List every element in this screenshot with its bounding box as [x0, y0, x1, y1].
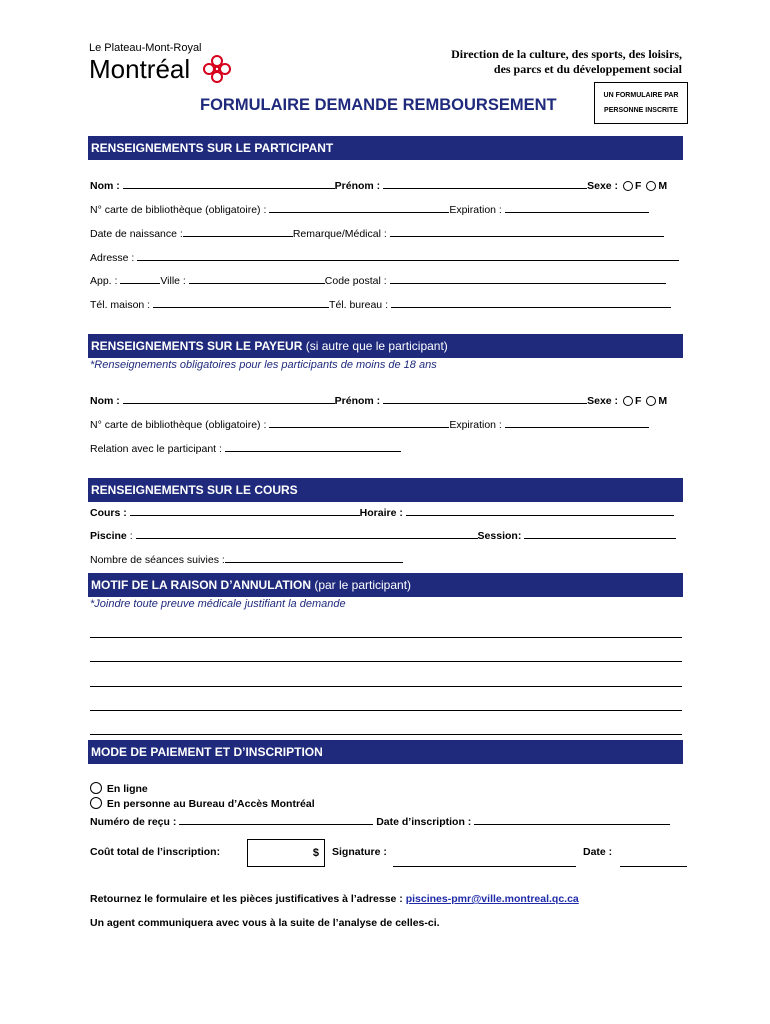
recu-row — [90, 813, 670, 829]
payeur-note: *Renseignements obligatoires pour les participants de moins de 18 ans — [90, 359, 437, 371]
sexe-label: Sexe : — [587, 180, 619, 192]
payeur-heading-note: (si autre que le participant) — [305, 339, 448, 353]
cout-total-label: Coût total de l’inscription: — [90, 846, 221, 858]
participant-birth-row — [90, 225, 664, 241]
dollar-sign: $ — [312, 847, 319, 859]
signature-label: Signature : — [332, 846, 387, 858]
piscine-label: Piscine — [90, 530, 127, 542]
cours-heading: RENSEIGNEMENTS SUR LE COURS — [91, 483, 298, 497]
cout-total-field[interactable] — [247, 839, 325, 867]
sexe-m-radio[interactable] — [646, 181, 656, 191]
motif-line-4[interactable] — [90, 710, 682, 711]
en-personne-label: En personne au Bureau d’Accès Montréal — [106, 798, 315, 810]
paiement-section-header — [88, 740, 683, 764]
session-label: Session: — [477, 530, 522, 542]
relation-label: Relation avec le participant : — [90, 443, 222, 455]
tel-maison-label: Tél. maison : — [90, 299, 151, 311]
tel-bureau-field[interactable] — [391, 296, 671, 308]
retournez-text: Retournez le formulaire et les pièces justificatives à l’adresse : — [90, 893, 403, 905]
seances-field[interactable] — [225, 551, 403, 563]
tel-maison-field[interactable] — [153, 296, 329, 308]
code-postal-field[interactable] — [390, 272, 666, 284]
cours-field[interactable] — [130, 504, 360, 516]
motif-line-2[interactable] — [90, 661, 682, 662]
en-ligne-radio[interactable] — [90, 782, 102, 794]
prenom-field[interactable] — [383, 177, 587, 189]
motif-line-1[interactable] — [90, 637, 682, 638]
payeur-nom-label: Nom : — [90, 395, 120, 407]
naissance-label: Date de naissance : — [90, 228, 183, 240]
motif-line-5[interactable] — [90, 734, 682, 735]
participant-address-row — [90, 249, 679, 265]
payeur-sexe-f-radio[interactable] — [623, 396, 633, 406]
tel-bureau-label: Tél. bureau : — [329, 299, 388, 311]
sexe-f-label: F — [634, 180, 642, 192]
horaire-field[interactable] — [406, 504, 674, 516]
payeur-sexe-label: Sexe : — [587, 395, 619, 407]
payeur-name-row — [90, 392, 667, 408]
seances-row — [90, 551, 403, 567]
page-title: FORMULAIRE DEMANDE REMBOURSEMENT — [200, 96, 557, 114]
expiration-field[interactable] — [505, 201, 649, 213]
payeur-relation-row — [90, 440, 401, 456]
payeur-card-row — [90, 416, 649, 432]
payeur-nom-field[interactable] — [123, 392, 335, 404]
signature-field[interactable] — [393, 866, 576, 867]
payeur-prenom-field[interactable] — [383, 392, 587, 404]
motif-heading: MOTIF DE LA RAISON D’ANNULATION — [91, 578, 311, 592]
retournez-row — [90, 893, 579, 905]
en-personne-radio[interactable] — [90, 797, 102, 809]
horaire-label: Horaire : — [359, 507, 403, 519]
participant-city-row — [90, 272, 666, 288]
piscine-row: Piscine : Session: — [90, 527, 676, 543]
seances-label: Nombre de séances suivies : — [90, 554, 225, 566]
sexe-f-radio[interactable] — [623, 181, 633, 191]
date-field[interactable] — [620, 866, 687, 867]
remarque-label: Remarque/Médical : — [292, 228, 387, 240]
remarque-field[interactable] — [390, 225, 664, 237]
nom-field[interactable] — [123, 177, 335, 189]
direction-line-1: Direction de la culture, des sports, des loisirs, — [451, 47, 682, 61]
payeur-sexe-m-label: M — [658, 395, 668, 407]
carte-field[interactable] — [269, 201, 449, 213]
motif-heading-note: (par le participant) — [314, 578, 412, 592]
payeur-sexe-m-radio[interactable] — [646, 396, 656, 406]
payeur-heading: RENSEIGNEMENTS SUR LE PAYEUR — [91, 339, 303, 353]
expiration-label: Expiration : — [449, 204, 502, 216]
en-ligne-label: En ligne — [106, 783, 148, 795]
email-link[interactable]: piscines-pmr@ville.montreal.qc.ca — [405, 893, 579, 905]
motif-note: *Joindre toute preuve médicale justifiant la demande — [90, 598, 346, 610]
carte-label: N° carte de bibliothèque (obligatoire) : — [90, 204, 267, 216]
participant-heading: RENSEIGNEMENTS SUR LE PARTICIPANT — [91, 141, 334, 155]
motif-section-header — [88, 573, 683, 597]
ville-field[interactable] — [189, 272, 325, 284]
logo — [89, 42, 239, 86]
box-line-2: PERSONNE INSCRITE — [604, 107, 678, 114]
ville-label: Ville : — [160, 275, 186, 287]
payeur-expiration-label: Expiration : — [449, 419, 502, 431]
numero-recu-field[interactable] — [179, 813, 373, 825]
adresse-field[interactable] — [137, 249, 679, 261]
session-field[interactable] — [524, 527, 676, 539]
payeur-expiration-field[interactable] — [505, 416, 649, 428]
payeur-carte-label: N° carte de bibliothèque (obligatoire) : — [90, 419, 267, 431]
adresse-label: Adresse : — [90, 252, 135, 264]
logo-top-text: Le Plateau-Mont-Royal — [89, 42, 202, 54]
participant-section-header — [88, 136, 683, 160]
code-postal-label: Code postal : — [324, 275, 387, 287]
payeur-sexe-f-label: F — [634, 395, 642, 407]
logo-main-text: Montréal — [89, 54, 191, 84]
piscine-field[interactable] — [136, 527, 478, 539]
paiement-heading: MODE DE PAIEMENT ET D’INSCRIPTION — [91, 745, 323, 759]
payeur-section-header — [88, 334, 683, 358]
motif-line-3[interactable] — [90, 686, 682, 687]
one-form-per-person-box — [594, 82, 688, 124]
cours-row — [90, 504, 674, 520]
app-label: App. : — [90, 275, 118, 287]
box-line-1: UN FORMULAIRE PAR — [603, 92, 679, 99]
cours-section-header — [88, 478, 683, 502]
sexe-m-label: M — [658, 180, 668, 192]
payeur-prenom-label: Prénom : — [334, 395, 381, 407]
prenom-label: Prénom : — [334, 180, 381, 192]
en-ligne-row — [90, 782, 148, 796]
direction-line-2: des parcs et du développement social — [493, 62, 682, 76]
agent-text: Un agent communiquera avec vous à la suite de l’analyse de celles-ci. — [90, 917, 440, 929]
cours-label: Cours : — [90, 507, 127, 519]
date-inscription-field[interactable] — [474, 813, 670, 825]
montreal-rose-logo-icon — [202, 54, 232, 84]
relation-field[interactable] — [225, 440, 401, 452]
participant-name-row — [90, 177, 667, 193]
nom-label: Nom : — [90, 180, 120, 192]
date-inscription-label: Date d’inscription : — [376, 816, 472, 828]
numero-recu-label: Numéro de reçu : — [90, 816, 177, 828]
en-personne-row — [90, 797, 315, 811]
date-label: Date : — [583, 846, 613, 858]
participant-card-row — [90, 201, 649, 217]
naissance-field[interactable] — [183, 225, 293, 237]
payeur-carte-field[interactable] — [269, 416, 449, 428]
participant-phone-row — [90, 296, 671, 312]
app-field[interactable] — [120, 272, 160, 284]
